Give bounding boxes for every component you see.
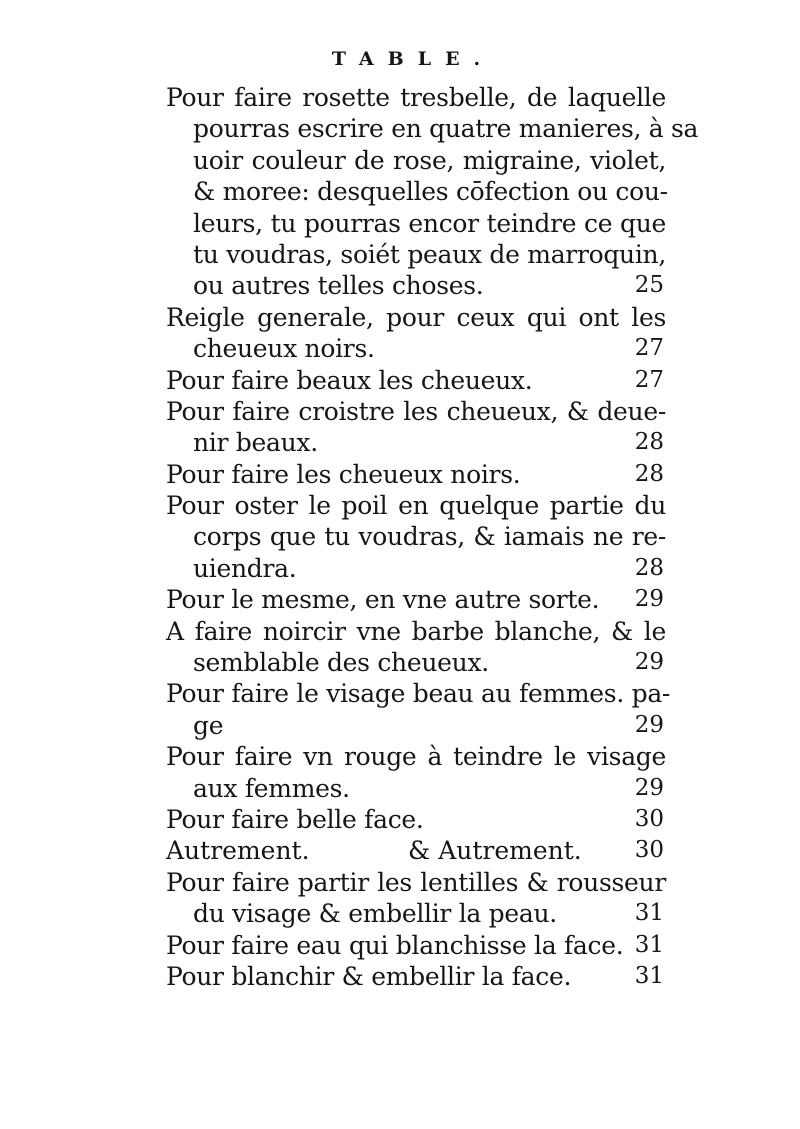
toc-entry: [166, 678, 671, 741]
page-number: 29: [634, 586, 664, 613]
entry-line: [166, 835, 666, 866]
entry-line: Reigle generale, pour ceux qui ont les: [166, 302, 666, 332]
entry-line: uoir couleur de rose, migraine, violet,: [193, 145, 666, 175]
entry-line: Pour le mesme, en vne autre sorte.: [166, 585, 600, 615]
toc-entry: [166, 302, 666, 365]
entry-line: ou autres telles choses.: [193, 271, 484, 301]
toc-entry: [166, 490, 666, 584]
toc-entry: [166, 930, 666, 961]
entry-line: Pour faire croistre les cheueux, & deue-: [166, 396, 666, 426]
entry-line: leurs, tu pourras encor teindre ce que: [193, 208, 666, 238]
page-number: 28: [634, 554, 664, 581]
entry-line: Pour faire vn rouge à teindre le visage: [166, 742, 666, 772]
entry-line: du visage & embellir la peau.: [193, 899, 557, 929]
entry-line: Pour faire eau qui blanchisse la face.: [166, 930, 624, 960]
entry-line: tu voudras, soiét peaux de marroquin,: [193, 239, 666, 269]
page-number: 30: [634, 805, 664, 832]
entry-line: Pour faire beaux les cheueux.: [166, 365, 533, 395]
page-number: 31: [634, 931, 664, 958]
entry-line: pourras escrire en quatre manieres, à sa: [193, 114, 699, 144]
page-number: 27: [634, 366, 664, 393]
page-number: 31: [634, 962, 664, 989]
entry-line: cheueux noirs.: [193, 334, 375, 364]
table-of-contents: [166, 82, 699, 992]
page-number: 29: [634, 711, 664, 738]
toc-entry: [166, 616, 666, 679]
entry-line: Pour faire partir les lentilles & rousseur: [166, 867, 666, 897]
entry-line: Pour faire les cheueux noirs.: [166, 459, 521, 489]
toc-entry: [166, 961, 666, 992]
page-number: 25: [634, 272, 664, 299]
page-number: 28: [634, 460, 664, 487]
entry-line: corps que tu voudras, & iamais ne re-: [193, 522, 666, 552]
page-number: 27: [634, 335, 664, 362]
page-number: 31: [634, 900, 664, 927]
toc-entry: [166, 804, 666, 835]
entry-line: Pour oster le poil en quelque partie du: [166, 491, 666, 521]
toc-entry: [166, 459, 666, 490]
toc-entry: [166, 396, 666, 459]
toc-entry: [166, 82, 699, 302]
entry-line: Pour faire belle face.: [166, 804, 424, 834]
entry-line: ge: [193, 710, 224, 740]
page-number: 29: [634, 774, 664, 801]
running-head: TABLE.: [331, 48, 495, 70]
toc-entry: [166, 584, 666, 615]
entry-line: A faire noircir vne barbe blanche, & le: [166, 616, 666, 646]
entry-line: semblable des cheueux.: [193, 648, 489, 678]
entry-line: Pour blanchir & embellir la face.: [166, 961, 572, 991]
entry-line: aux femmes.: [193, 773, 350, 803]
page-number: 29: [634, 649, 664, 676]
entry-right-text: & Autrement.: [408, 836, 582, 866]
entry-line: Pour faire le visage beau au femmes. pa-: [166, 679, 671, 709]
toc-entry: [166, 867, 666, 930]
toc-entry: [166, 835, 666, 866]
entry-line: uiendra.: [193, 553, 297, 583]
page-number: 28: [634, 429, 664, 456]
entry-line: Pour faire rosette tresbelle, de laquelle: [166, 83, 666, 112]
toc-entry: [166, 741, 666, 804]
toc-entry: [166, 365, 666, 396]
entry-line: & moree: desquelles cōfection ou cou-: [193, 177, 668, 207]
entry-left-text: Autrement.: [166, 836, 310, 866]
entry-line: nir beaux.: [193, 428, 318, 458]
page-number: 30: [634, 837, 664, 864]
